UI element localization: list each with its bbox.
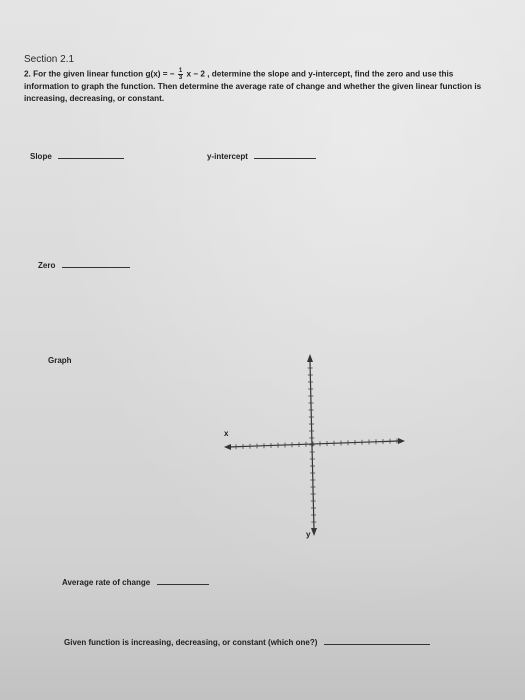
given-function-answer-line[interactable] [324, 643, 430, 645]
average-rate-answer-line[interactable] [157, 583, 209, 585]
y-intercept-label: y-intercept [207, 152, 248, 161]
x-axis-label: x [224, 429, 229, 438]
vertical-axis-arrow-up [307, 354, 313, 362]
graph-label: Graph [48, 356, 72, 365]
slope-field [30, 146, 124, 164]
slope-label: Slope [30, 152, 52, 161]
given-function-field [64, 632, 430, 650]
problem-prefix: 2. For the given linear function g(x) = − [24, 69, 175, 79]
horizontal-axis-arrow-right [398, 438, 405, 444]
slope-answer-line[interactable] [58, 157, 124, 159]
problem-statement [24, 68, 494, 105]
y-axis-label: y [306, 530, 311, 539]
fraction-numerator: 1 [178, 68, 183, 74]
given-function-label: Given function is increasing, decreasing, or constant (which one?) [64, 638, 318, 647]
coordinate-axes [222, 350, 408, 540]
y-intercept-answer-line[interactable] [254, 157, 316, 159]
horizontal-axis-arrow-left [224, 444, 231, 450]
y-intercept-field [207, 146, 316, 164]
average-rate-field [62, 572, 209, 590]
section-title: Section 2.1 [24, 54, 75, 65]
fraction-denominator: 3 [178, 75, 183, 81]
fraction-one-third [178, 68, 183, 81]
problem-suffix: x − 2 , determine the slope and y-intercept, find the zero and use this information to graph the function. Then determine the average rate of change and whether the given linear function is increasing, decreasing, or constant. [24, 69, 482, 103]
zero-field [38, 255, 130, 273]
zero-answer-line[interactable] [62, 266, 130, 268]
average-rate-label: Average rate of change [62, 578, 151, 587]
zero-label: Zero [38, 261, 56, 270]
